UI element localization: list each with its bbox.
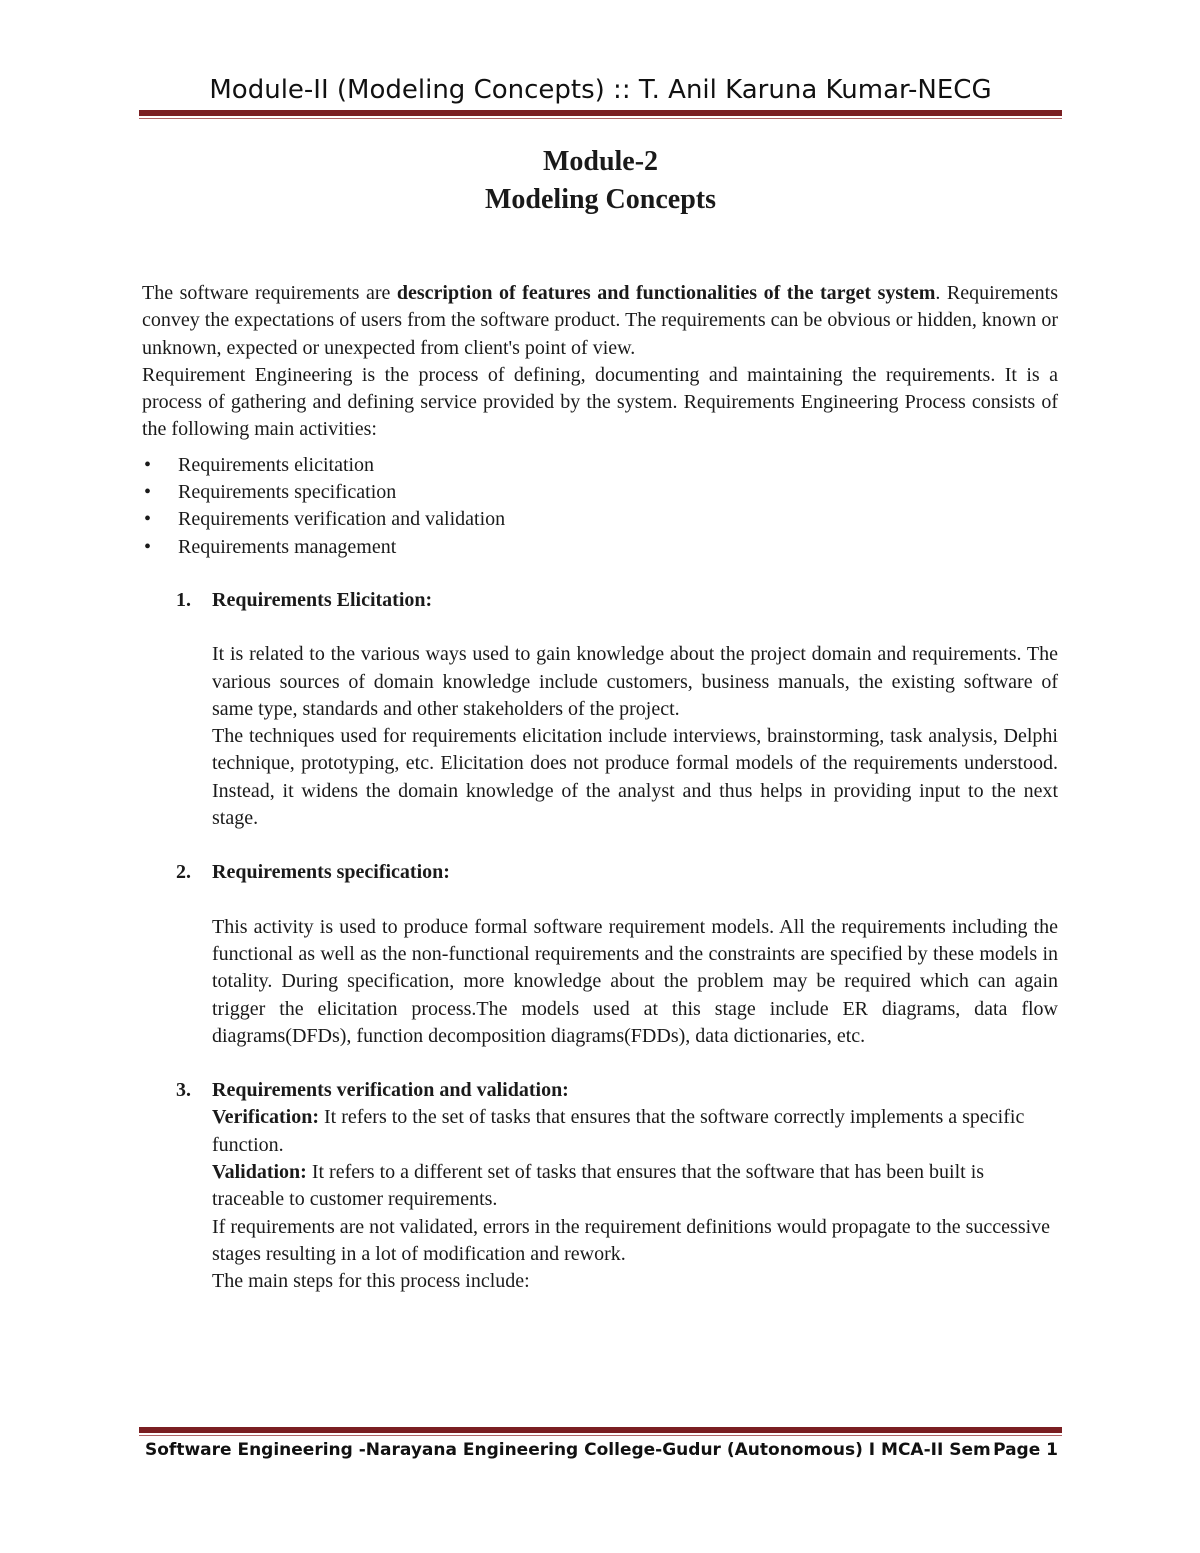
- footer-rule-thin: [139, 1435, 1062, 1436]
- running-header: Module-II (Modeling Concepts) :: T. Anil Karuna Kumar-NECG: [209, 75, 992, 105]
- list-item: [142, 479, 1058, 506]
- section-paragraph: It is related to the various ways used to gain knowledge about the project domain and requirements. The various sources of domain knowledge include customers, business manuals, the existing software of same type, standards and other stakeholders of the project.: [212, 643, 1058, 720]
- section-number: 1.: [176, 588, 191, 611]
- section-number: 2.: [176, 861, 191, 884]
- page-number: Page 1: [993, 1440, 1058, 1460]
- title-module: Module-2: [542, 146, 659, 177]
- verification-label: Verification:: [212, 1106, 320, 1129]
- section-paragraph: This activity is used to produce formal software requirement models. All the requirements including the functional as well as the non-functional requirements and the constraints are specified by these models in totality. During specification, more knowledge about the problem may be required which can again trigger the elicitation process.The models used at this stage include ER diagrams, data flow diagrams(DFDs), function decomposition diagrams(FDDs), data dictionaries, etc.: [212, 915, 1058, 1047]
- intro-paragraph-1: [142, 280, 1058, 362]
- list-item-text: Requirements specification: [178, 481, 397, 504]
- intro-text-bold: description of features and functionalities of the target system: [396, 282, 936, 304]
- section-heading-text: Requirements specification:: [212, 861, 450, 884]
- bullet-icon: •: [144, 481, 152, 504]
- section-elicitation: [142, 587, 1058, 832]
- list-item: [142, 452, 1058, 479]
- header-rule-thin: [139, 118, 1062, 119]
- bullet-icon: •: [144, 453, 152, 476]
- activities-list: [142, 452, 1058, 561]
- validation-text: It refers to a different set of tasks that ensures that the software that has been built is traceable to customer requirements.: [212, 1161, 985, 1211]
- verification-text: It refers to the set of tasks that ensures that the software correctly implements a specific function.: [212, 1106, 1025, 1156]
- bullet-icon: •: [144, 535, 152, 558]
- list-item: [142, 534, 1058, 561]
- section-verification-validation: [142, 1077, 1058, 1295]
- section-specification: [142, 859, 1058, 1050]
- title-topic: Modeling Concepts: [485, 184, 716, 215]
- list-item-text: Requirements management: [178, 535, 397, 558]
- section-number: 3.: [176, 1079, 191, 1102]
- list-item-text: Requirements elicitation: [178, 453, 375, 476]
- list-item-text: Requirements verification and validation: [178, 508, 506, 531]
- section-paragraph: If requirements are not validated, errors in the requirement definitions would propagate to the successive stages resulting in a lot of modification and rework.: [212, 1215, 1051, 1265]
- section-heading: [142, 1077, 1058, 1104]
- section-heading: [142, 587, 1058, 614]
- bullet-icon: •: [144, 508, 152, 531]
- validation-paragraph: [142, 1159, 1058, 1214]
- footer-course-info: Software Engineering -Narayana Engineering College-Gudur (Autonomous) I MCA-II Sem: [145, 1440, 991, 1460]
- verification-paragraph: [142, 1104, 1058, 1159]
- page-content: [142, 280, 1058, 1296]
- footer-rule: [139, 1427, 1062, 1433]
- section-paragraph: The techniques used for requirements elicitation include interviews, brainstorming, task analysis, Delphi technique, prototyping, etc. Elicitation does not produce formal models of the requirements understood. Instead, it widens the domain knowledge of the analyst and thus helps in providing input to the next stage.: [212, 725, 1058, 830]
- intro-text-start: The software requirements are: [142, 282, 397, 304]
- validation-label: Validation:: [212, 1161, 307, 1184]
- list-item: [142, 506, 1058, 533]
- section-heading-text: Requirements verification and validation:: [212, 1079, 569, 1102]
- document-title: [139, 143, 1062, 219]
- section-heading-text: Requirements Elicitation:: [212, 588, 433, 611]
- header-rule: [139, 110, 1062, 116]
- section-paragraph: The main steps for this process include:: [212, 1270, 530, 1293]
- intro-paragraph-2: Requirement Engineering is the process of defining, documenting and maintaining the requirements. It is a process of gathering and defining service provided by the system. Requirements Engineering Process consists of the following main activities:: [142, 363, 1058, 441]
- section-heading: [142, 859, 1058, 886]
- intro-text-end: . Requirements convey the expectations of users from the software product. The requirements can be obvious or hidden, known or unknown, expected or unexpected from client's point of view.: [142, 282, 1058, 359]
